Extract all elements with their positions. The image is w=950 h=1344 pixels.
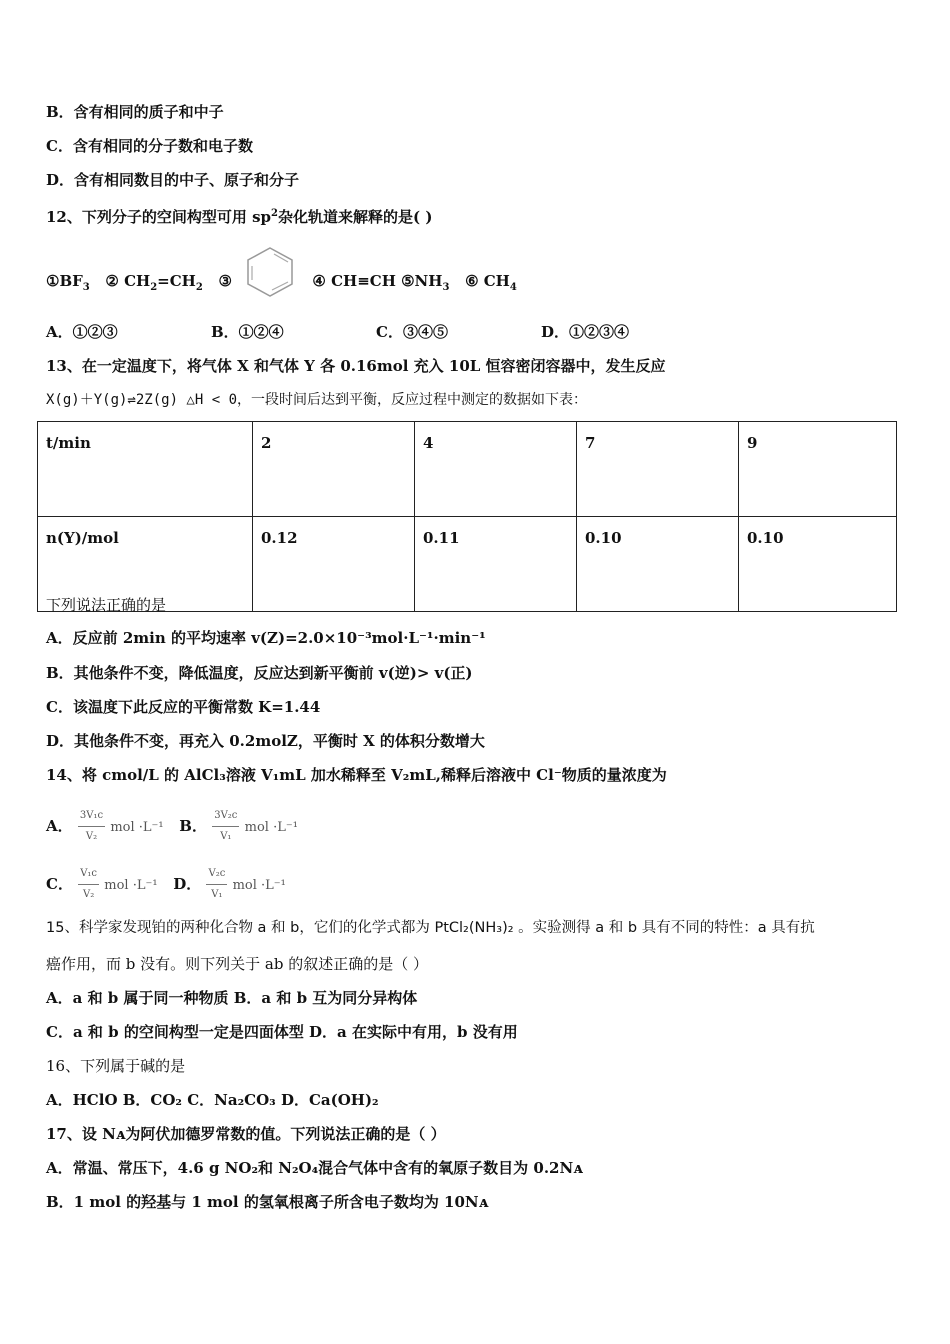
table-cell: n(Y)/mol	[38, 517, 253, 612]
q14-options-ab: A． $\frac{\text{3V₁c}}{\text{V₂}}$ mol ·L⁻¹ B． $\frac{\text{3V₂c}}{\text{V₁}}$ mol ·L⁻¹	[46, 806, 298, 847]
q17-option-a: A．常温、常压下，4.6 g NO₂和 N₂O₄混合气体中含有的氧原子数目为 0.2Nᴀ	[46, 1159, 583, 1177]
q16-options: A．HClO B．CO₂ C．Na₂CO₃ D．Ca(OH)₂	[46, 1091, 379, 1109]
q11-option-c: C．含有相同的分子数和电子数	[46, 137, 253, 155]
q13-stem: 13、在一定温度下，将气体 X 和气体 Y 各 0.16mol 充入 10L 恒容密闭容器中，发生反应	[46, 357, 666, 375]
q12-stem: 12、下列分子的空间构型可用 $sp^2$杂化轨道来解释的是( )	[46, 208, 433, 226]
q11-option-d: D．含有相同数目的中子、原子和分子	[46, 171, 300, 189]
table-row	[38, 517, 897, 612]
table-cell: t/min	[38, 422, 253, 517]
q13-data-table	[37, 421, 897, 612]
q15-stem-line1: 15、科学家发现铂的两种化合物 a 和 b，它们的化学式都为 PtCl₂(NH₃)₂ 。实验测得 a 和 b 具有不同的特性：a 具有抗	[46, 920, 815, 936]
q15-stem-line2: 癌作用，而 b 没有。则下列关于 ab 的叙述正确的是（ ）	[46, 955, 428, 973]
table-cell: 7	[577, 422, 739, 517]
q13-prompt: 下列说法正确的是	[46, 596, 167, 614]
table-cell: 2	[253, 422, 415, 517]
q14-options-cd: C． $\frac{\text{V₁c}}{\text{V₂}}$ mol ·L⁻¹ D． $\frac{\text{V₂c}}{\text{V₁}}$ mol ·L⁻¹	[46, 864, 286, 905]
q11-option-b: B．含有相同的质子和中子	[46, 103, 224, 121]
q14-fraction-d: $\frac{\text{V₂c}}{\text{V₁}}$	[206, 864, 227, 905]
benzene-ring-icon	[237, 244, 303, 300]
q12-options	[46, 322, 706, 342]
q12-option-a: A．①②③	[46, 323, 118, 341]
q14-fraction-a: $\frac{\text{3V₁c}}{\text{V₂}}$	[78, 806, 105, 847]
q12-option-d: D．①②③④	[541, 323, 630, 341]
q15-options-ab: A．a 和 b 属于同一种物质 B．a 和 b 互为同分异构体	[46, 989, 418, 1007]
table-cell: 0.10	[739, 517, 897, 612]
table-cell: 0.10	[577, 517, 739, 612]
q12-option-c: C．③④⑤	[376, 323, 448, 341]
table-cell: 0.11	[415, 517, 577, 612]
q13-equation: X(g)＋Y(g)⇌2Z(g) △H < 0，一段时间后达到平衡，反应过程中测定的数据如下表：	[46, 392, 588, 408]
table-row	[38, 422, 897, 517]
q16-stem: 16、下列属于碱的是	[46, 1057, 186, 1075]
q13-option-d: D．其他条件不变，再充入 0.2molZ，平衡时 X 的体积分数增大	[46, 732, 485, 750]
q12-option-b: B．①②④	[211, 323, 284, 341]
q14-fraction-b: $\frac{\text{3V₂c}}{\text{V₁}}$	[212, 806, 239, 847]
q13-option-b: B．其他条件不变，降低温度，反应达到新平衡前 v(逆)> v(正)	[46, 664, 473, 682]
q15-options-cd: C．a 和 b 的空间构型一定是四面体型 D．a 在实际中有用，b 没有用	[46, 1023, 518, 1041]
q17-stem: 17、设 Nᴀ为阿伏加德罗常数的值。下列说法正确的是（ ）	[46, 1125, 446, 1143]
q17-option-b: B．1 mol 的羟基与 1 mol 的氢氧根离子所含电子数均为 10Nᴀ	[46, 1193, 489, 1211]
q12-items: $①BF_3$ ② $CH_2=CH_2$ ③ ④ CH≡CH $⑤NH_3$ ⑥ $CH_4$	[46, 264, 517, 300]
q14-stem: 14、将 cmol/L 的 AlCl₃溶液 V₁mL 加水稀释至 V₂mL,稀释后溶液中 Cl⁻物质的量浓度为	[46, 766, 667, 784]
table-cell: 0.12	[253, 517, 415, 612]
table-cell: 4	[415, 422, 577, 517]
q13-option-c: C．该温度下此反应的平衡常数 K=1.44	[46, 698, 321, 716]
q13-option-a: A．反应前 2min 的平均速率 v(Z)=2.0×10⁻³mol·L⁻¹·min⁻¹	[46, 629, 486, 647]
q14-fraction-c: $\frac{\text{V₁c}}{\text{V₂}}$	[78, 864, 99, 905]
table-cell: 9	[739, 422, 897, 517]
